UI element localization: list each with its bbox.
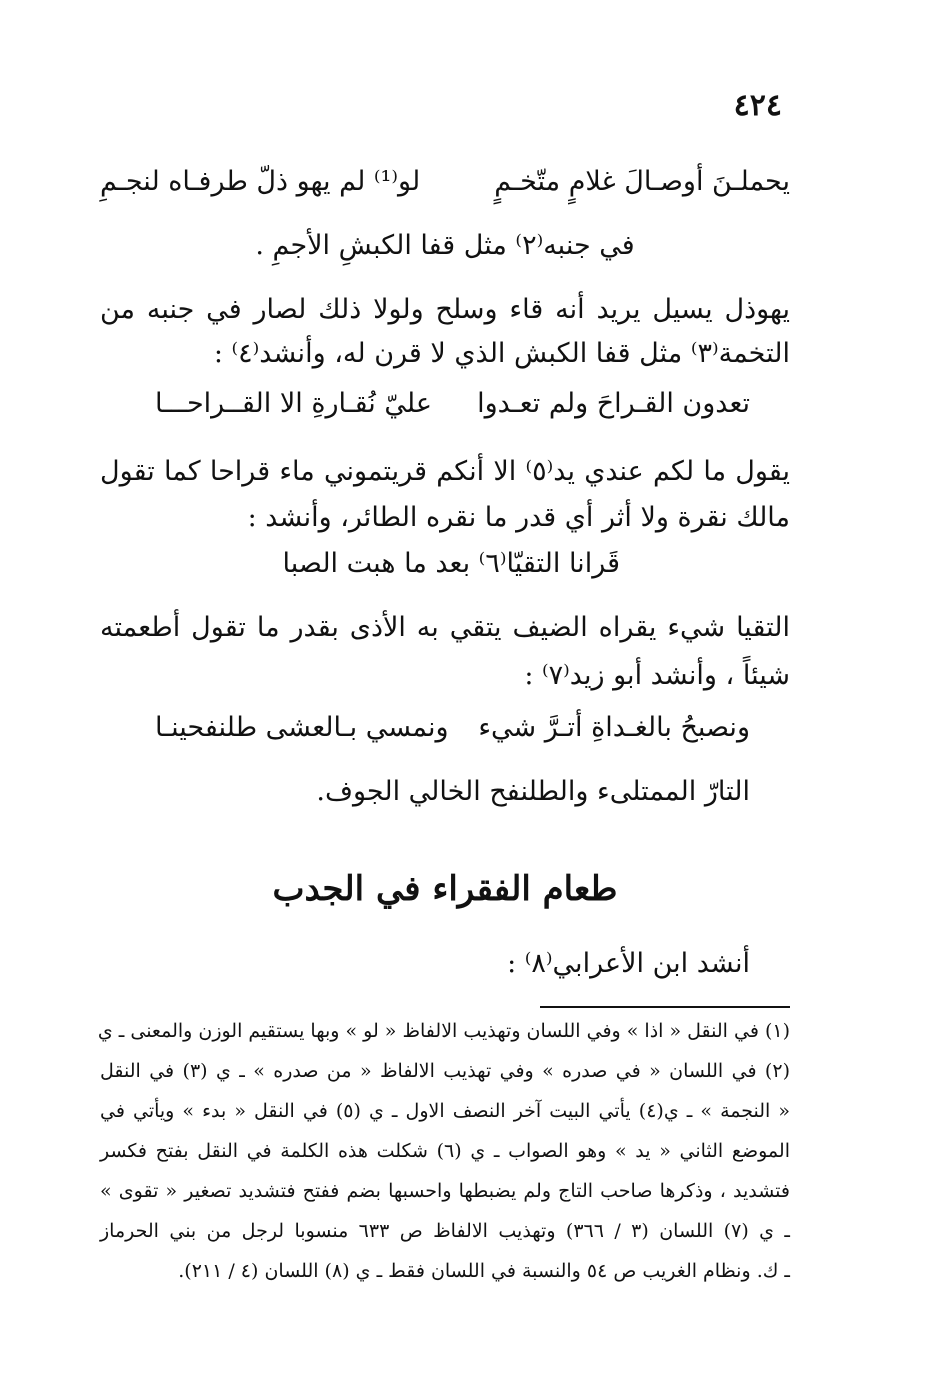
commentary-line: شيئاً ، وأنشد أبو زيد⁽٧⁾ : (524, 660, 790, 691)
commentary-line: مالك نقرة ولا أثر أي قدر ما نقره الطائر، وأنشد : (247, 502, 790, 533)
footnote-line: ـ ي (٧) اللسان (٣ / ٣٦٦) وتهذيب الالفاظ ص ٦٣٣ منسوبا لرجل من بني الحرماز (100, 1220, 790, 1242)
verse-line (100, 382, 790, 426)
footnote-line: « النجمة » ـ ي(٤) يأتي البيت آخر النصف الاول ـ ي (٥) في النقل « بدء » ويأتي في (100, 1100, 790, 1122)
commentary-line: يقول ما لكم عندي يد⁽٥⁾ الا أنكم قريتموني ماء قراحا كما تقول (100, 456, 790, 487)
commentary-line: التخمة⁽٣⁾ مثل قفا الكبش الذي لا قرن له، وأنشد⁽٤⁾ : (213, 338, 790, 369)
verse-first-hemistich: تعدون القـراحَ ولم تعـدوا (477, 388, 750, 419)
verse-second-hemistich: عليّ نُقـارةِ الا القــراحـــا (155, 388, 432, 419)
commentary-line: التارّ الممتلىء والطلنفح الخالي الجوف. (316, 776, 750, 807)
footnote-line: (١) في النقل « اذا » وفي اللسان وتهذيب الالفاظ « لو » وبها يستقيم الوزن والمعنى ـ ي (97, 1020, 790, 1042)
verse-line (100, 160, 790, 204)
verse-continuation: في جنبه⁽٢⁾ مثل قفا الكبشِ الأجمِ . (255, 230, 635, 261)
verse-line (100, 542, 790, 586)
footnote-line: (٢) في اللسان « في صدره » وفي تهذيب الالفاظ « من صدره » ـ ي (٣) في النقل (100, 1060, 790, 1082)
page-number: ٤٢٤ (733, 88, 782, 123)
commentary-line: التقيا شيء يقراه الضيف يتقي به الأذى بقدر ما تقول أطعمته (100, 612, 790, 643)
section-heading: طعام الفقراء في الجدب (272, 869, 618, 909)
verse-second-hemistich: ونمسي بـالعشى طلنفحينـا (155, 712, 449, 743)
commentary-line: يهوذل يسيل يريد أنه قاء وسلح ولولا ذلك لصار في جنبه من (100, 294, 790, 325)
verse-first-hemistich: يحملـنَ أوصـالَ غلامٍ متّخـمٍ (494, 166, 790, 197)
verse-second-hemistich: لو⁽¹⁾ لم يهو ذلّ طرفـاه لنجـمِ (100, 166, 421, 197)
verse-first-hemistich: قَرانا التقيّا⁽٦⁾ بعد ما هبت الصبا (282, 548, 620, 579)
footnote-line: فتشديد ، وذكرها صاحب التاج ولم يضبطها واحسبها بضم ففتح فتشديد تصغير « تقوى » (100, 1180, 790, 1202)
footnote-line: الموضع الثاني « يد » وهو الصواب ـ ي (٦) شكلت هذه الكلمة في النقل بفتح فكسر (100, 1140, 790, 1162)
footnote-divider (540, 1006, 790, 1008)
verse-line (100, 706, 790, 750)
intro-line: أنشد ابن الأعرابي⁽٨⁾ : (507, 948, 750, 979)
verse-first-hemistich: ونصبحُ بالغـداةِ أتـرَّ شيء (478, 712, 750, 743)
book-page (97, 0, 790, 1373)
footnote-line: ـ ك. ونظام الغريب ص ٥٤ والنسبة في اللسان فقط ـ ي (٨) اللسان (٤ / ٢١١). (178, 1260, 790, 1282)
